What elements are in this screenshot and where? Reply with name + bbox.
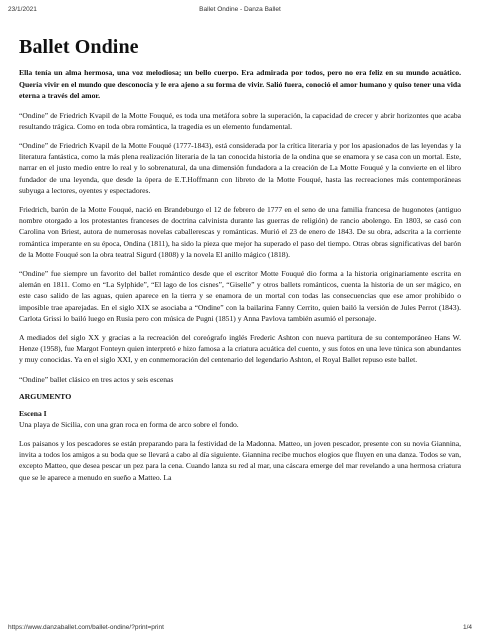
paragraph-7: Los paisanos y los pescadores se están preparando para la festividad de la Madonna. Matteo, un joven pescador, presente con su novia Giannina, invita a todos los amigos a su boda que se llevará a cabo al día siguiente. Giannina recibe muchos elogios que fluyen en una danza. Todos se van, excepto Matteo, que desea pescar un pez para la cena. Cuando lanza su red al mar, una cáscara emerge del mar revelando a una hermosa criatura que se le aparece a menudo en sueño a Matteo. La xyxy=(19,438,461,482)
print-header xyxy=(8,6,472,18)
scene-title: Escena I xyxy=(19,408,47,418)
paragraph-1: “Ondine” de Friedrich Kvapil de la Motte Fouqué, es toda una metáfora sobre la superación, la capacidad de crecer y abrir horizontes que acaba resultando trágica. Como en toda obra romántica, la tragedia es un elemento fundamental. xyxy=(19,110,461,131)
paragraph-2: “Ondine” de Friedrich Kvapil de la Motte Fouqué (1777-1843), está considerada por la crítica literaria y por los apasionados de las leyendas y la literatura fantástica, como la más plena realización literaria de la tan conocida historia de la ondina que se enamora y se casa con un mortal. Este, narrar en el justo medio entre lo real y lo sobrenatural, da una dimensión fundadora a la creación de La Motte Fouqué y la convierte en el libro fundador de una leyenda, que desde la ópera de E.T.Hoffmann con libreto de la Motte Fouqué, hasta las recreaciones más contemporáneas subyuga a lectores, oyentes y espectadores. xyxy=(19,140,461,195)
print-footer xyxy=(8,624,472,634)
print-page-title: Ballet Ondine - Danza Ballet xyxy=(199,6,281,13)
scene-setting: Una playa de Sicilia, con una gran roca en forma de arco sobre el fondo. xyxy=(19,419,239,429)
paragraph-4: “Ondine” fue siempre un favorito del ballet romántico desde que el escritor Motte Fouqué dio forma a la historia originariamente escrita en alemán en 1811. Como en “La Sylphide”, “El lago de los cisnes”, “Giselle” y otros ballets románticos, cuenta la historia de un ser mágico, en este caso salido de las aguas, quien aparece en la tierra y se enamora de un mortal con todas las consecuencias que ese amor prohibido o imposible trae aparejadas. En el siglo XIX se asociaba a “Ondine” con la bailarina Fanny Cerrito, quien bailó la versión de Jules Perrot (1843). Carlota Grissi lo bailó luego en Rusia pero con música de Pugni (1851) y Anna Pavlova también asumió el personaje. xyxy=(19,268,461,323)
section-heading: ARGUMENTO xyxy=(19,391,72,401)
article-content xyxy=(19,36,461,618)
article-lead: Ella tenía un alma hermosa, una voz melodiosa; un bello cuerpo. Era admirada por todos, pero no era feliz en su mundo acuático. Quería vivir en el mundo que desconocía y le era ajeno a su forma de vivir. Salió fuera, conoció el amor humano y quiso tener una vida eterna a través del amor. xyxy=(19,68,461,100)
page-number: 1/4 xyxy=(462,624,472,631)
print-date: 23/1/2021 xyxy=(8,6,37,13)
paragraph-6: “Ondine” ballet clásico en tres actos y seis escenas xyxy=(19,374,174,384)
article-title: Ballet Ondine xyxy=(19,36,139,58)
paragraph-5: A mediados del siglo XX y gracias a la recreación del coreógrafo inglés Frederic Ashton con nueva partitura de su contemporáneo Hans W. Henze (1958), fue Margot Fonteyn quien interpretó e hizo famosa a la criatura acuática del cuento, y sus fotos en una leve túnica son abundantes y muy conocidas. Ya en el siglo XXI, y en conmemoración del centenario del legendario Ashton, el Royal Ballet repuso este ballet. xyxy=(19,332,461,365)
paragraph-3: Friedrich, barón de la Motte Fouqué, nació en Brandeburgo el 12 de febrero de 1777 en el seno de una familia francesa de hugonotes (antiguo nombre otorgado a los protestantes franceses de doctrina calvinista durante las guerras de religión) de rancio abolengo. En 1803, se casó con Carolina von Briest, autora de numerosas novelas caballerescas y románticas. Murió el 23 de enero de 1843. De su obra, adscrita a la corriente romántica imperante en su época, Ondina (1811), ha sido la pieza que mejor ha superado el paso del tiempo. Otras obras significativas del barón de la Motte Fouqué son la obra teatral Sigurd (1808) y la novela El anillo mágico (1818). xyxy=(19,204,461,259)
print-url: https://www.danzaballet.com/ballet-ondine/?print=print xyxy=(8,624,164,631)
